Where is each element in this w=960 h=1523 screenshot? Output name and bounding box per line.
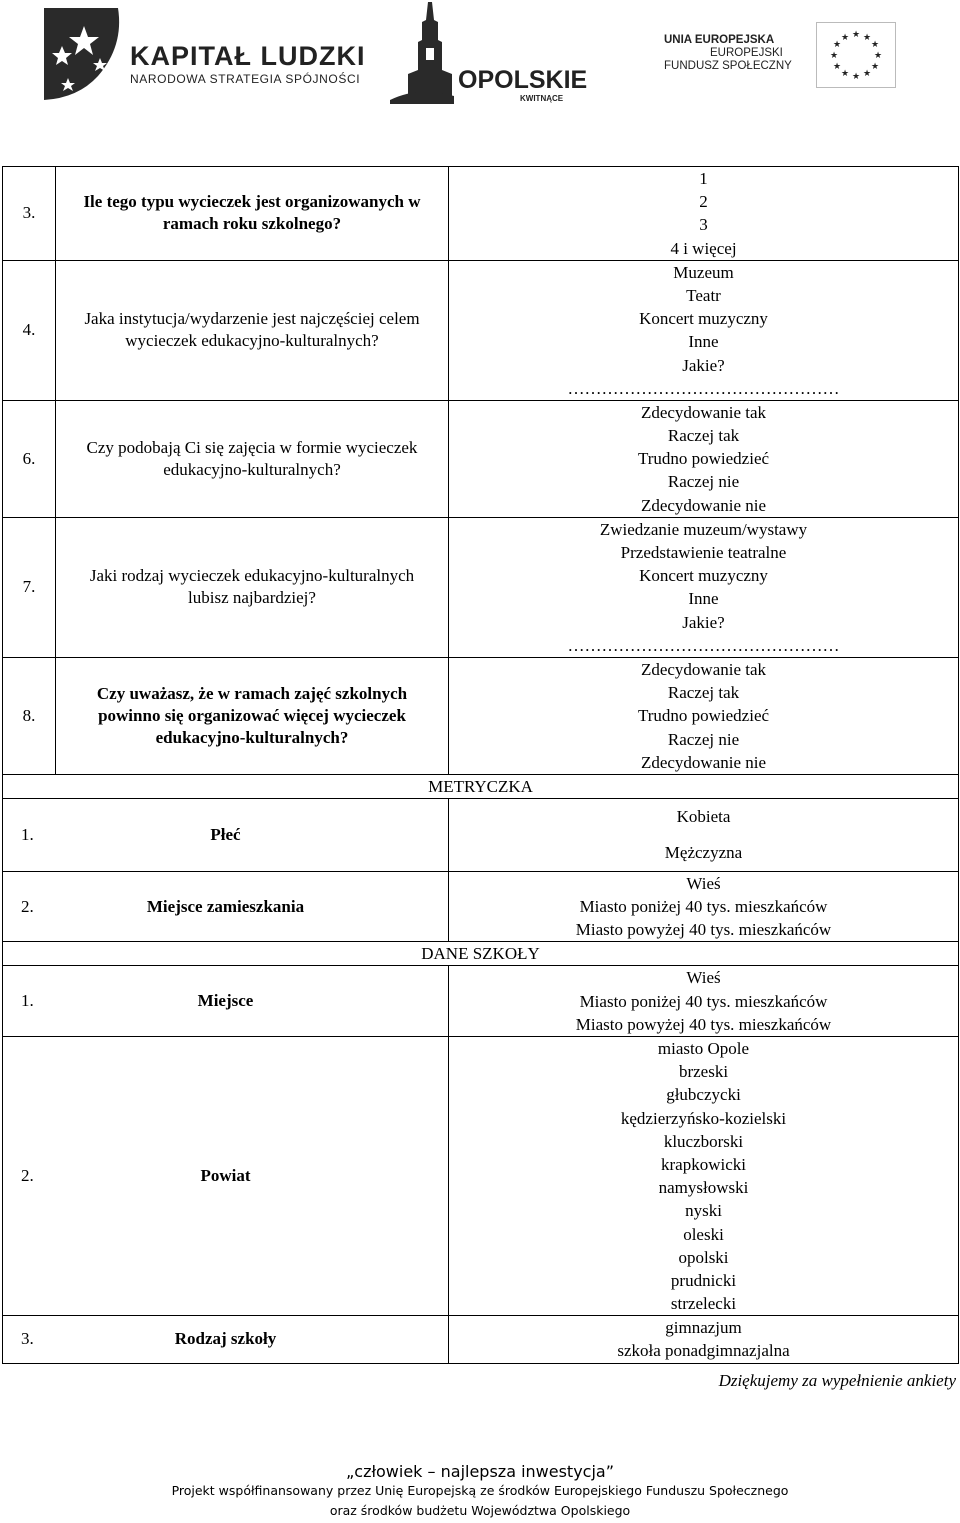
question-row (3, 400, 959, 517)
answer-option[interactable]: 2 (699, 192, 708, 212)
page-header (0, 0, 960, 120)
question-number: 3. (3, 167, 56, 261)
logo-center-subtitle: KWITNĄCE (520, 94, 564, 103)
question-number: 8. (3, 657, 56, 774)
footer-slogan: „człowiek – najlepsza inwestycja” (345, 1462, 615, 1481)
metric-row (3, 966, 959, 1037)
answer-option[interactable]: prudnicki (670, 1270, 737, 1290)
answer-option[interactable]: namysłowski (658, 1178, 749, 1198)
metric-label-cell (3, 798, 449, 871)
metric-label-cell (3, 966, 449, 1037)
question-text: Ile tego typu wycieczek jest organizowanych w ramach roku szkolnego? (56, 167, 449, 261)
answer-option[interactable]: Zdecydowanie tak (640, 659, 767, 679)
metric-options (449, 966, 959, 1037)
question-options (449, 260, 959, 400)
footer-line2: oraz środków budżetu Województwa Opolskiego (329, 1503, 631, 1518)
svg-text:★: ★ (873, 51, 883, 61)
questions-body (3, 167, 959, 775)
eu-stars-icon (816, 22, 896, 88)
metric-options (449, 1316, 959, 1363)
metric-options (449, 1037, 959, 1316)
answer-option[interactable]: Inne (688, 332, 719, 352)
metric-options (449, 871, 959, 942)
answer-option[interactable]: Mężczyzna (664, 842, 743, 862)
metric-label: Miejsce (197, 991, 254, 1011)
opolskie-logo (388, 0, 588, 110)
svg-text:★: ★ (870, 62, 880, 72)
survey-table (2, 166, 959, 1364)
question-text: Jaki rodzaj wycieczek edukacyjno-kulturalnych lubisz najbardziej? (56, 517, 449, 657)
answer-option[interactable]: głubczycki (666, 1085, 741, 1105)
metric-options (449, 798, 959, 871)
metryczka-title-row (3, 774, 959, 798)
svg-text:★: ★ (870, 40, 880, 50)
footer-line1: Projekt współfinansowany przez Unię Europejską ze środków Europejskiego Funduszu Społecznego (171, 1483, 789, 1498)
answer-option[interactable]: Zdecydowanie tak (640, 402, 767, 422)
metric-number: 2. (21, 896, 34, 916)
metric-row (3, 1037, 959, 1316)
page-footer (0, 1462, 960, 1521)
answer-option[interactable]: nyski (685, 1201, 722, 1221)
metryczka-body (3, 774, 959, 942)
svg-text:★: ★ (840, 69, 850, 79)
answer-option[interactable]: Miasto powyżej 40 tys. mieszkańców (575, 1014, 832, 1034)
logo-right-line1: UNIA EUROPEJSKA (664, 34, 775, 46)
survey-form (2, 166, 958, 1364)
answer-option[interactable]: 1 (699, 169, 708, 188)
metric-row (3, 1316, 959, 1363)
question-row (3, 167, 959, 261)
question-text: Czy podobają Ci się zajęcia w formie wycieczek edukacyjno-kulturalnych? (56, 400, 449, 517)
answer-option[interactable]: Jakie? (682, 355, 725, 375)
answer-option[interactable]: 4 i więcej (670, 238, 737, 258)
metric-label: Płeć (210, 824, 241, 844)
question-row (3, 517, 959, 657)
question-text: Jaka instytucja/wydarzenie jest najczęściej celem wycieczek edukacyjno-kulturalnych? (56, 260, 449, 400)
question-options (449, 657, 959, 774)
eu-logo (664, 22, 914, 92)
kapital-ludzki-mark-icon (38, 6, 128, 102)
answer-option[interactable]: Trudno powiedzieć (637, 706, 770, 726)
question-number: 6. (3, 400, 56, 517)
answer-option[interactable]: Kobieta (676, 806, 731, 826)
dane-szkoly-body (3, 942, 959, 1363)
metric-label: Miejsce zamieszkania (146, 896, 305, 916)
answer-option[interactable]: Raczej nie (667, 472, 740, 492)
answer-option[interactable]: Raczej tak (667, 426, 740, 446)
answer-option[interactable]: opolski (678, 1247, 729, 1267)
answer-option[interactable]: 3 (699, 215, 708, 235)
logo-left-subtitle: NARODOWA STRATEGIA SPÓJNOŚCI (130, 72, 361, 86)
answer-option[interactable]: miasto Opole (657, 1039, 750, 1058)
question-options (449, 517, 959, 657)
metric-row (3, 798, 959, 871)
dane-szkoly-title-row (3, 942, 959, 966)
question-row (3, 657, 959, 774)
metric-number: 2. (21, 1166, 34, 1186)
answer-option[interactable]: gimnazjum (665, 1318, 742, 1338)
answer-option[interactable]: Wieś (686, 873, 721, 893)
metric-label: Rodzaj szkoły (174, 1329, 277, 1349)
logo-right-line3: FUNDUSZ SPOŁECZNY (664, 60, 792, 72)
answer-option[interactable]: Wieś (686, 968, 721, 988)
answer-option[interactable]: Miasto poniżej 40 tys. mieszkańców (579, 897, 828, 917)
answer-option[interactable]: strzelecki (670, 1294, 737, 1314)
answer-option[interactable]: oleski (683, 1224, 724, 1244)
answer-option[interactable]: krapkowicki (661, 1154, 746, 1174)
logo-right-line2: EUROPEJSKI (710, 47, 783, 59)
question-text: Czy uważasz, że w ramach zajęć szkolnych powinno się organizować więcej wycieczek edukacyjno-kulturalnych? (56, 657, 449, 774)
answer-option[interactable]: Zdecydowanie nie (640, 752, 767, 772)
logo-center-title: OPOLSKIE (458, 66, 588, 94)
metric-row (3, 871, 959, 942)
metric-label-cell (3, 871, 449, 942)
metryczka-title: METRYCZKA (3, 774, 959, 798)
question-number: 7. (3, 517, 56, 657)
answer-option[interactable]: Raczej nie (667, 729, 740, 749)
answer-option[interactable]: Miasto poniżej 40 tys. mieszkańców (579, 991, 828, 1011)
metric-label-cell (3, 1037, 449, 1316)
dane-szkoly-title: DANE SZKOŁY (3, 942, 959, 966)
svg-text:★: ★ (832, 40, 842, 50)
metric-number: 1. (21, 991, 34, 1011)
answer-option[interactable]: Koncert muzyczny (639, 309, 768, 329)
answer-option[interactable]: kędzierzyńsko-kozielski (620, 1108, 787, 1128)
answer-option[interactable]: ………………………………………… (567, 378, 840, 398)
svg-text:★: ★ (851, 72, 861, 82)
thanks-note: Dziękujemy za wypełnienie ankiety (718, 1371, 956, 1390)
kapital-ludzki-logo (38, 6, 368, 106)
answer-option[interactable]: kluczborski (663, 1131, 744, 1151)
svg-text:★: ★ (832, 62, 842, 72)
answer-option[interactable]: Zwiedzanie muzeum/wystawy (599, 519, 808, 539)
metric-number: 1. (21, 824, 34, 844)
answer-option[interactable]: Inne (688, 589, 719, 609)
answer-option[interactable]: Przedstawienie teatralne (620, 543, 787, 562)
answer-option[interactable]: Trudno powiedzieć (637, 449, 770, 469)
metric-label-cell (3, 1316, 449, 1363)
answer-option[interactable]: Zdecydowanie nie (640, 495, 767, 515)
svg-text:★: ★ (840, 33, 850, 43)
question-row (3, 260, 959, 400)
svg-text:★: ★ (862, 69, 872, 79)
answer-option[interactable]: szkoła ponadgimnazjalna (617, 1341, 790, 1361)
metric-label: Powiat (200, 1166, 251, 1186)
answer-option[interactable]: brzeski (678, 1062, 729, 1082)
question-options (449, 400, 959, 517)
answer-option[interactable]: Teatr (686, 285, 721, 305)
answer-option[interactable]: Raczej tak (667, 683, 740, 703)
metric-number: 3. (21, 1329, 34, 1349)
answer-option[interactable]: Muzeum (673, 262, 734, 282)
answer-option[interactable]: Jakie? (682, 612, 725, 632)
svg-text:★: ★ (862, 33, 872, 43)
answer-option[interactable]: Koncert muzyczny (639, 566, 768, 586)
svg-text:★: ★ (829, 51, 839, 61)
question-number: 4. (3, 260, 56, 400)
answer-option[interactable]: ………………………………………… (567, 635, 840, 655)
svg-text:★: ★ (851, 30, 861, 40)
logo-left-title: KAPITAŁ LUDZKI (130, 41, 366, 71)
answer-option[interactable]: Miasto powyżej 40 tys. mieszkańców (575, 920, 832, 940)
question-options (449, 167, 959, 261)
